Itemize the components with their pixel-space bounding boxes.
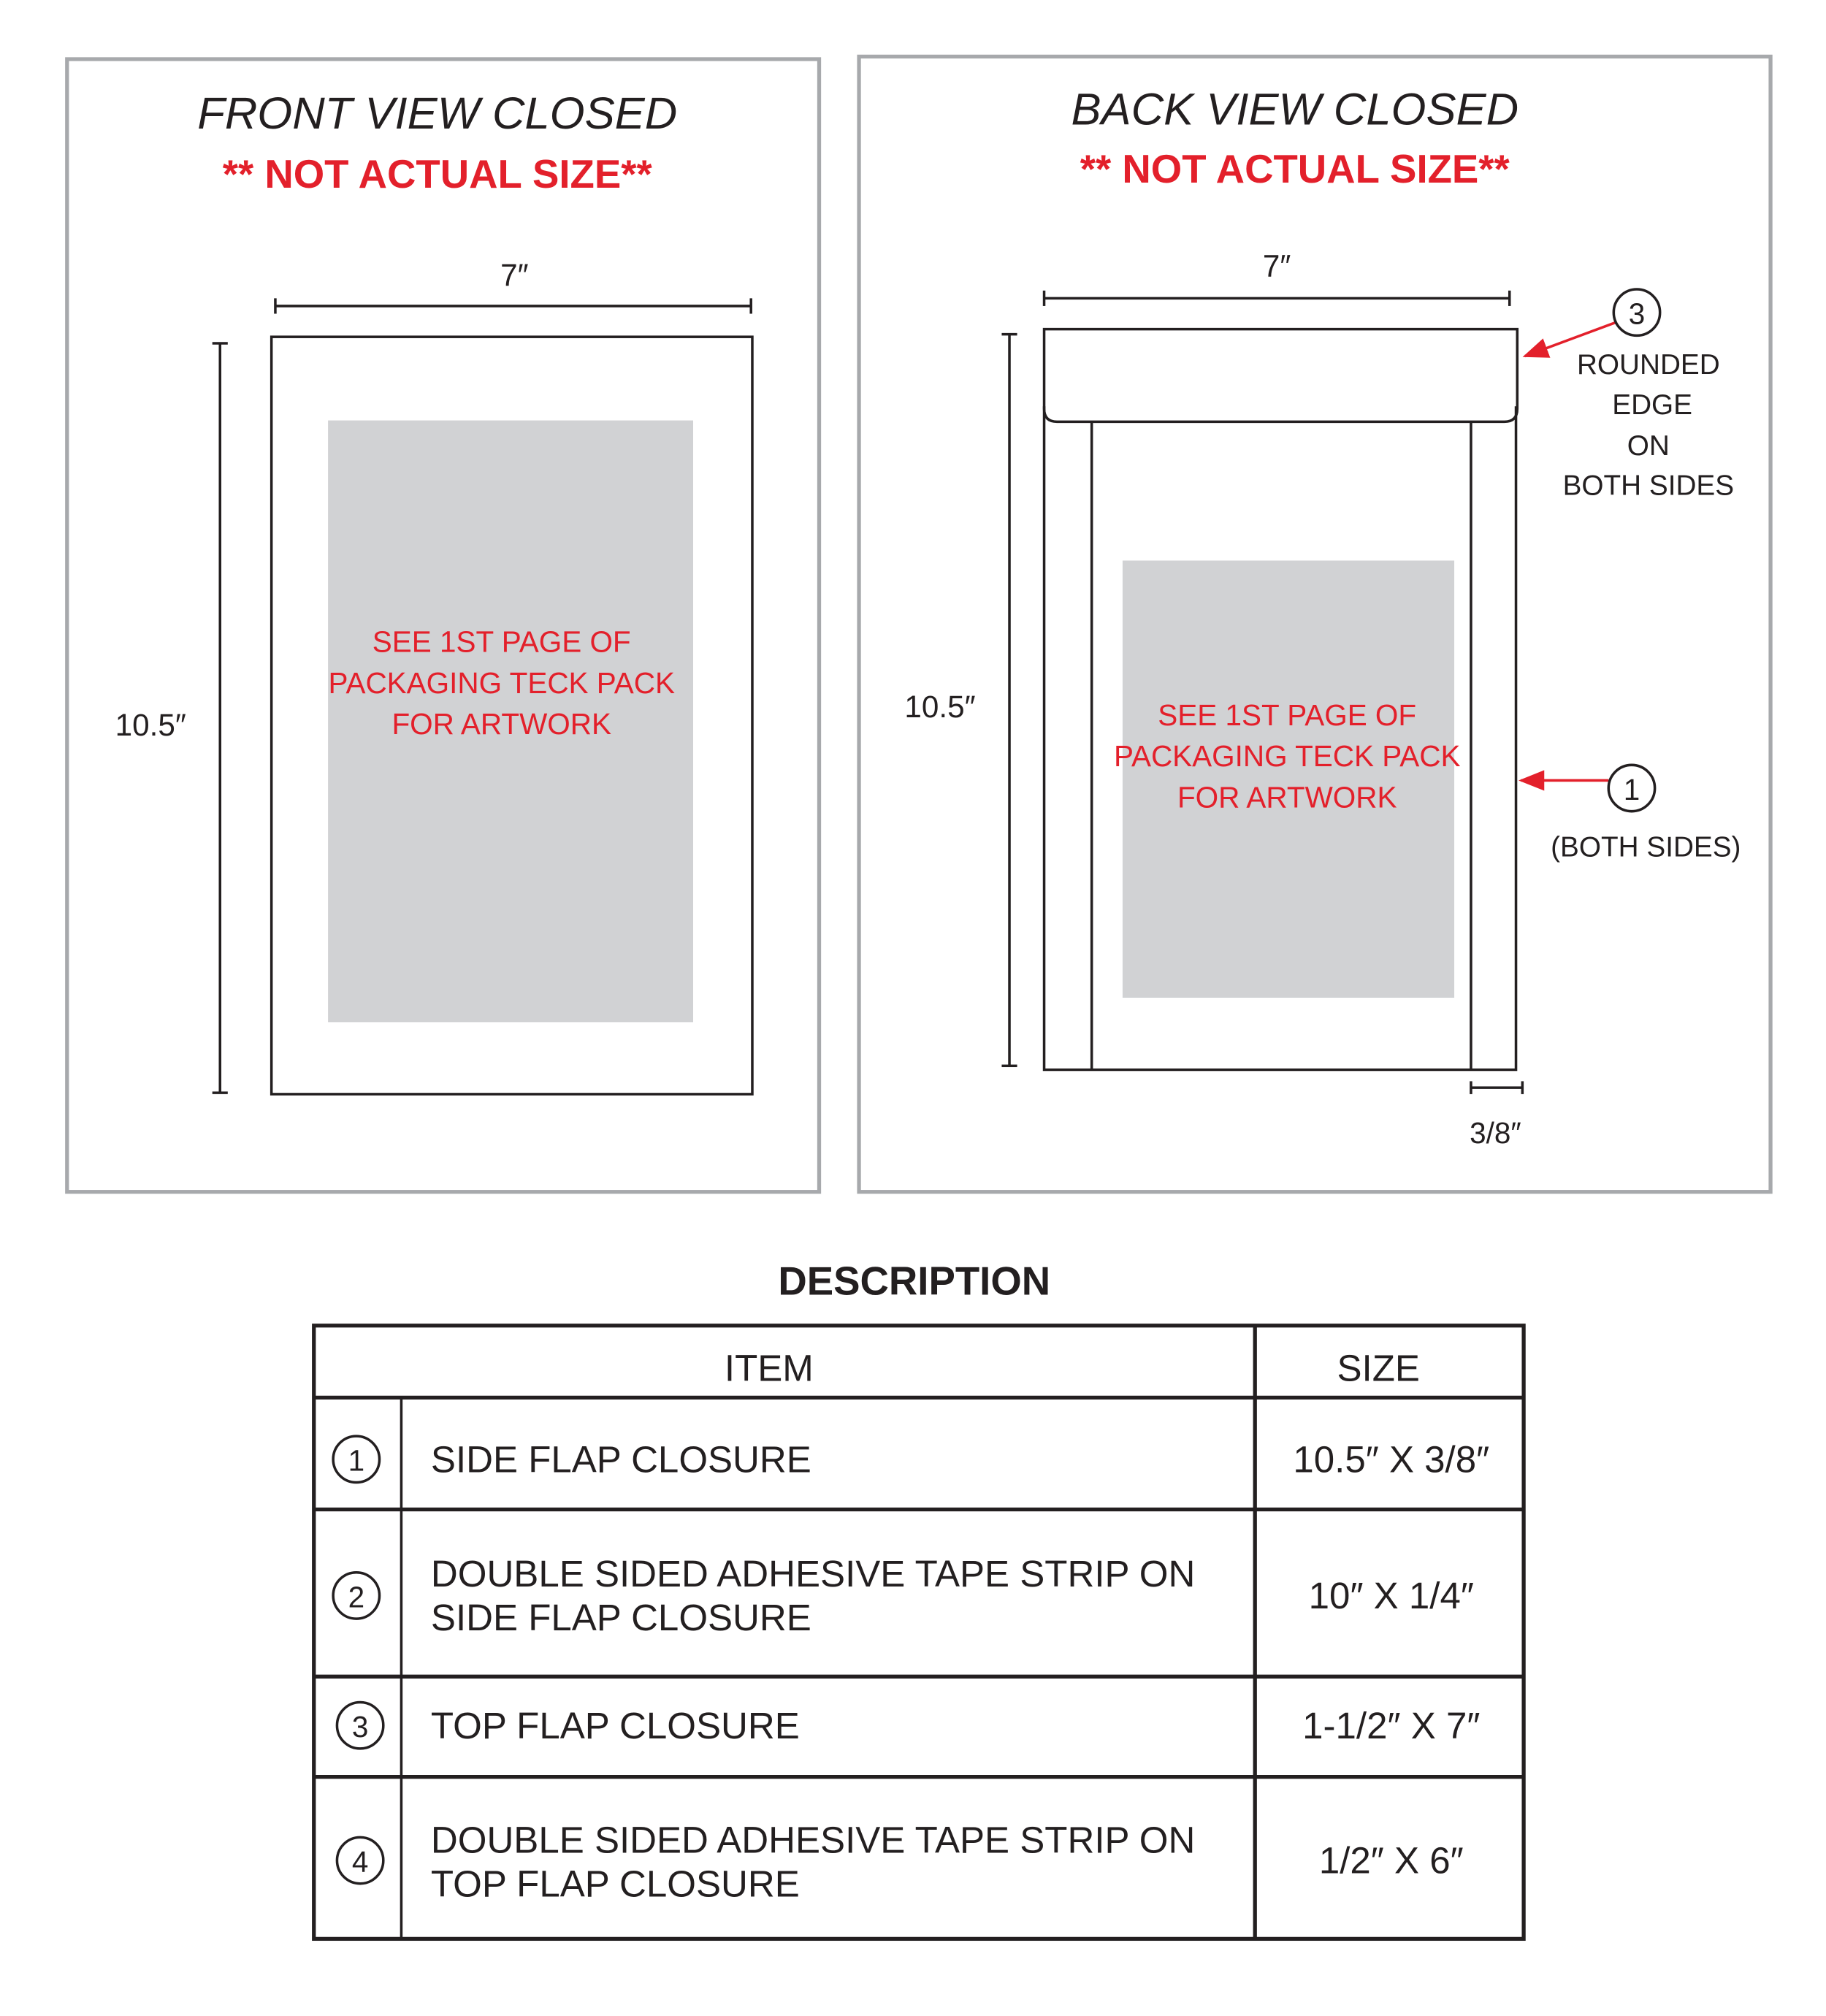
front-artwork-text: FOR ARTWORK	[391, 707, 612, 741]
table-row	[337, 1819, 1463, 1904]
back-artwork-text: FOR ARTWORK	[1177, 780, 1397, 814]
row-size: 1/2″ X 6″	[1318, 1839, 1464, 1882]
back-artwork-area	[1123, 560, 1454, 997]
header-size: SIZE	[1337, 1347, 1420, 1389]
back-note: ** NOT ACTUAL SIZE**	[1080, 146, 1510, 191]
row-number: 1	[348, 1443, 365, 1478]
table-row	[333, 1553, 1474, 1638]
front-height-label: 10.5″	[115, 707, 186, 742]
row-size: 1-1/2″ X 7″	[1302, 1704, 1481, 1746]
flap-width-dimension	[1471, 1081, 1522, 1094]
description-title: DESCRIPTION	[778, 1259, 1051, 1304]
front-width-dimension	[275, 298, 751, 313]
callout-1	[1521, 765, 1741, 863]
back-title: BACK VIEW CLOSED	[1071, 84, 1519, 135]
row-number: 3	[351, 1710, 369, 1744]
back-width-dimension	[1044, 291, 1510, 306]
callout-text: ROUNDED	[1576, 349, 1720, 381]
flap-width-label: 3/8″	[1470, 1115, 1521, 1150]
back-artwork-text: SEE 1ST PAGE OF	[1158, 698, 1417, 732]
callout-number: 1	[1623, 772, 1640, 806]
front-note: ** NOT ACTUAL SIZE**	[222, 151, 652, 196]
front-view-panel	[67, 59, 820, 1192]
back-view-panel	[859, 56, 1770, 1191]
row-item: TOP FLAP CLOSURE	[430, 1863, 800, 1905]
callout-text: BOTH SIDES	[1562, 470, 1735, 502]
front-artwork-text: SEE 1ST PAGE OF	[372, 625, 631, 659]
front-width-label: 7″	[500, 257, 529, 292]
row-item: DOUBLE SIDED ADHESIVE TAPE STRIP ON	[430, 1819, 1196, 1861]
callout-text: (BOTH SIDES)	[1551, 831, 1741, 863]
back-height-dimension	[1001, 335, 1017, 1066]
header-item: ITEM	[724, 1347, 814, 1389]
row-item: SIDE FLAP CLOSURE	[430, 1438, 811, 1481]
description-table	[314, 1326, 1524, 1939]
row-number: 4	[351, 1844, 369, 1879]
callout-text: EDGE	[1612, 389, 1692, 421]
back-width-label: 7″	[1262, 248, 1291, 283]
front-height-dimension	[213, 343, 228, 1093]
row-item: TOP FLAP CLOSURE	[430, 1704, 800, 1746]
row-number: 2	[348, 1580, 365, 1614]
row-size: 10.5″ X 3/8″	[1293, 1438, 1490, 1481]
back-artwork-text: PACKAGING TECK PACK	[1113, 739, 1461, 774]
row-size: 10″ X 1/4″	[1308, 1575, 1474, 1617]
callout-3	[1525, 289, 1734, 502]
callout-text: ON	[1627, 430, 1670, 462]
front-title: FRONT VIEW CLOSED	[197, 88, 678, 140]
table-row	[337, 1703, 1480, 1749]
row-item: DOUBLE SIDED ADHESIVE TAPE STRIP ON	[430, 1553, 1196, 1595]
table-row	[333, 1436, 1489, 1482]
row-item: SIDE FLAP CLOSURE	[430, 1596, 811, 1638]
back-height-label: 10.5″	[904, 690, 976, 725]
callout-number: 3	[1628, 297, 1646, 331]
top-flap	[1044, 329, 1518, 422]
front-artwork-text: PACKAGING TECK PACK	[328, 665, 675, 700]
